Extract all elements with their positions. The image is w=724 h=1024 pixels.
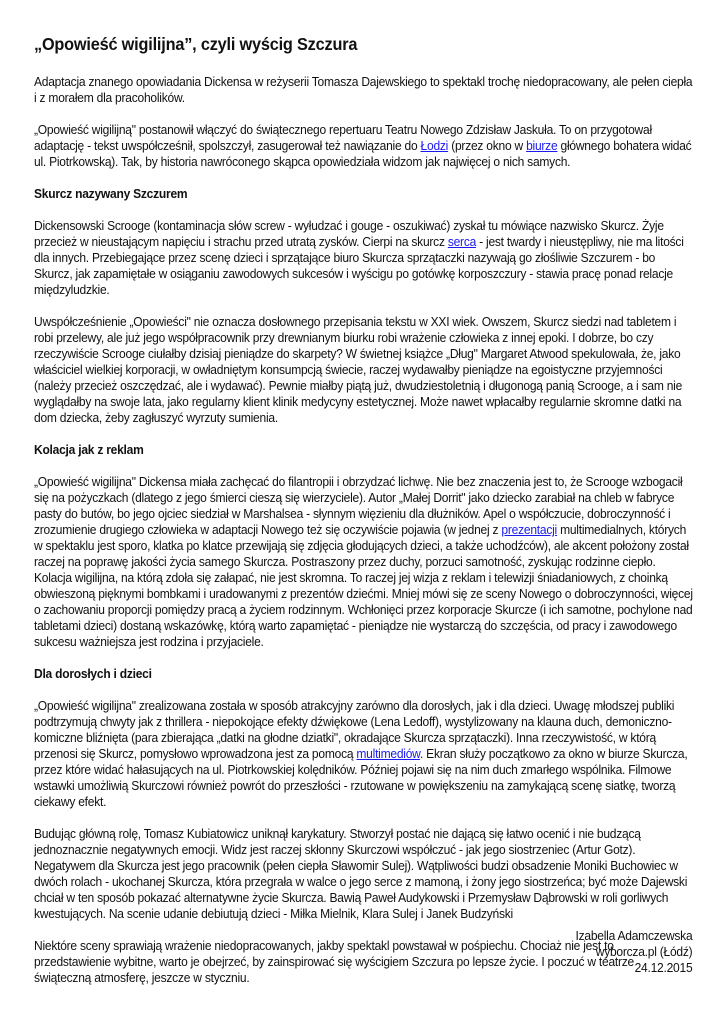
- link-serca[interactable]: serca: [447, 235, 477, 249]
- link-biuro[interactable]: biurze: [526, 139, 558, 153]
- link-prezentacji[interactable]: prezentacji: [501, 523, 557, 537]
- paragraph-atrakcyjny: [34, 698, 693, 810]
- article-title: „Opowieść wigilijna”, czyli wyścig Szczura: [34, 34, 358, 54]
- paragraph-scrooge: [34, 218, 693, 298]
- text-fragment: . Ekran służy początkowo za okno w biurze Skurcza, przez które widać hałasujących na ul. Piotrkowskiej kolędników. Później pojawi się na nim duch zmarłego wspólnika. Filmowe wstawki umożliwią Skurczowi również powrót do przeszłości - rzutowane w powiększeniu na zamykającą scenę siatkę, tworzą ciekawy efekt.: [34, 747, 688, 809]
- text-fragment: „Opowieść wigilijna" Dickensa miała zachęcać do filantropii i obrzydzać lichwę. Nie bez znaczenia jest to, że Scrooge wzbogacił się na pożyczkach (dlatego z jego śmierci cieszą się wierzyciele). Autor „Małej Dorrit" jako dziecko zarabiał na chleb w fabryce pasty do butów, bo jego ojciec siedział w Marshalsea - słynnym więzieniu dla dłużników. Apel o współczucie, dobroczynność i zrozumienie drugiego człowieka w adaptacji Nowego też się oczywiście pojawia (w jednej z: [34, 475, 683, 537]
- link-multimediow[interactable]: multimediów: [356, 747, 420, 761]
- paragraph-obsada: Budując główną rolę, Tomasz Kubiatowicz uniknął karykatury. Stworzył postać nie dającą się łatwo ocenić i nie budzącą jednoznacznie negatywnych emocji. Widz jest raczej skłonny Skurczowi współczuć - jak jego siostrzeniec (Artur Gotz). Negatywem dla Skurcza jest jego pracownik (pełen ciepła Sławomir Sulej). Wątpliwości budzi obsadzenie Moniki Buchowiec w dwóch rolach - ukochanej Skurcza, która przegrała w walce o jego serce z mamoną, i żony jego siostrzeńca; być może Dajewski chciał w ten sposób pokazać alternatywne życie Skurcza. Bawią Paweł Audykowski i Przemysław Dąbrowski w roli gorliwych kwestujących. Na scenie udanie debiutują dzieci - Miłka Mielnik, Klara Sulej i Janek Budzyński: [34, 827, 688, 921]
- paragraph-podsumowanie: Niektóre sceny sprawiają wrażenie niedopracowanych, jakby spektakl powstawał w pośpiechu. Chociaż nie jest to przedstawienie wybitne, warto je obejrzeć, by zainspirować się wyścigiem Szczura po lepsze życie. I poczuć w teatrze świąteczną atmosferę, jeszcze w styczniu.: [34, 939, 634, 985]
- section-heading-skurcz: Skurcz nazywany Szczurem: [34, 187, 188, 201]
- signature: [570, 928, 692, 976]
- source: wyborcza.pl (Łódź): [595, 945, 692, 959]
- publish-date: 24.12.2015: [634, 961, 692, 975]
- text-fragment: - jest twardy i nieustępliwy, nie ma litości dla innych. Przebiegające przez scenę dzieci i sprzątające biuro Skurcza sprzątaczki nazywają go złośliwie Szczurem - bo Skurcz, jak zapamiętałe w osiąganiu zawodowych sukcesów i wyścigu po gotówkę korposzczury - stawia pracę ponad relacje międzyludzkie.: [34, 235, 684, 297]
- text-fragment: (przez okno w: [448, 139, 527, 153]
- section-heading-dla-doroslych: Dla dorosłych i dzieci: [34, 667, 152, 681]
- section-heading-kolacja: Kolacja jak z reklam: [34, 443, 144, 457]
- text-fragment: multimedialnych, których w spektaklu jest sporo, klatka po klatce przewijają się zdjęcia głodujących dzieci, a także uchodźców), ale akcent położony został raczej na poprawę jakości życia samego Skurcza. Postraszony przez duchy, porzuci samotność, zyskując rodzinne ciepło. Kolacja wigilijna, na którą zdoła się załapać, nie jest skromna. To raczej jej wizja z reklam i telewizji śniadaniowych, z choinką obwieszoną pięknymi bombkami i uradowanymi z prezentów dziećmi. Mniej mówi się ze sceny Nowego o dobroczynności, więcej o zachowaniu proporcji pomiędzy pracą a życiem rodzinnym. Wchłonięci przez korporacje Skurcze (i ich samotne, pochylone nad tabletami dzieci) dostaną wskazówkę, którą warto zapamiętać - pieniądze nie wystarczą do szczęścia, od pracy i zawodowego sukcesu ważniejsza jest rodzina i przyjaciele.: [34, 523, 693, 649]
- paragraph-intro: [34, 122, 693, 170]
- text-fragment: głównego bohatera widać ul. Piotrkowską). Tak, by historia nawróconego skąpca opowiedziała widzom jak najwięcej o nich samych.: [34, 139, 692, 169]
- text-fragment: „Opowieść wigilijna" zrealizowana została w sposób atrakcyjny zarówno dla dorosłych, jak i dla dzieci. Uwagę młodszej publiki podtrzymują chwyty jak z thrillera - niepokojące efekty dźwiękowe (Lena Ledoff), wystylizowany na klauna duch, demoniczno-komiczne bliźnięta (para zbierająca „datki na głodne dziatki", okradające Skurcza sprzątaczki). Inna rzeczywistość, w którą przenosi się Skurcz, pomysłowo wprowadzona jest za pomocą: [34, 699, 675, 761]
- author-name: Izabella Adamczewska: [575, 929, 692, 943]
- text-fragment: „Opowieść wigilijną" postanowił włączyć do świątecznego repertuaru Teatru Nowego Zdzisław Jaskuła. To on przygotował adaptację - tekst uwspółcześnił, spolszczył, zasugerował też nawiązanie do: [34, 123, 652, 153]
- link-lodz[interactable]: Łodzi: [420, 139, 449, 153]
- paragraph-uwspolczesnienie: Uwspółcześnienie „Opowieści" nie oznacza dosłownego przepisania tekstu w XXI wiek. Owszem, Skurcz siedzi nad tabletem i robi przelewy, ale już jego współpracownik przy drewnianym biurku robi wrażenie człowieka z innej epoki. I dobrze, bo czy rzeczywiście Scrooge ciułałby dzisiaj pieniądze do skarpety? W świetnej książce „Dług" Margaret Atwood spekulowała, że, jako właściciel wielkiej korporacji, w owładniętym konsumpcją świecie, raczej wydawałby pieniądze na egoistyczne przyjemności (należy przecież oszczędzać, ale i wydawać). Pewnie miałby piątą już, dwudziestoletnią i długonogą panią Scrooge, a i sam nie wyglądałby na swoje lata, jako regularny klient klinik medycyny estetycznej. Może nawet wpłacałby regularnie skromne datki na dom dziecka, żeby zagłuszyć wyrzuty sumienia.: [34, 315, 683, 425]
- paragraph-kolacja: [34, 474, 693, 650]
- text-fragment: Dickensowski Scrooge (kontaminacja słów screw - wyłudzać i gouge - oszukiwać) zyskał tu mówiące nazwisko Skurcz. Żyje przecież w nieustającym napięciu i strachu przed utratą zysków. Cierpi na skurcz: [34, 219, 664, 249]
- article-lead: Adaptacja znanego opowiadania Dickensa w reżyserii Tomasza Dajewskiego to spektakl trochę niedopracowany, ale pełen ciepła i z morałem dla pracoholików.: [34, 75, 693, 105]
